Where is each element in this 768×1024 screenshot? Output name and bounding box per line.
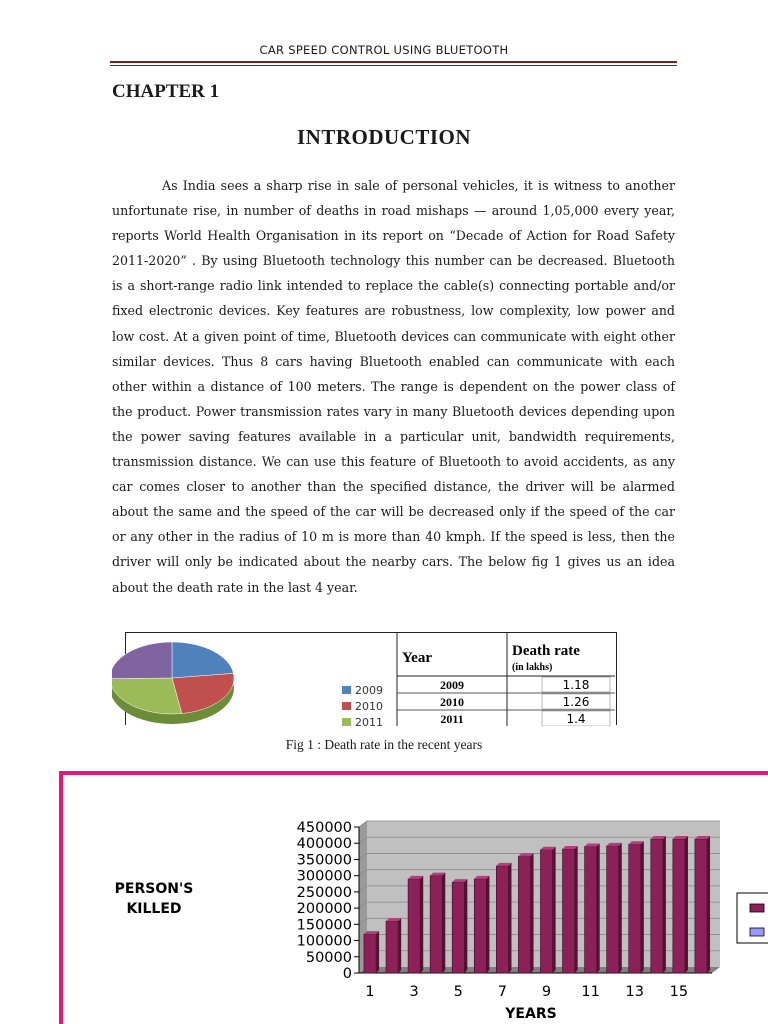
pie-legend-swatch bbox=[342, 686, 351, 694]
bar-side bbox=[597, 843, 600, 973]
header-rule-thick bbox=[110, 61, 677, 63]
pie-legend-label: 2011 bbox=[355, 716, 383, 726]
pie-legend bbox=[342, 684, 383, 726]
bar-side bbox=[641, 841, 644, 973]
pie-slice bbox=[172, 673, 234, 713]
bar bbox=[651, 839, 663, 973]
pie-legend-swatch bbox=[342, 718, 351, 726]
x-tick-label: 9 bbox=[541, 984, 552, 1000]
bar bbox=[607, 846, 619, 973]
chart-legend bbox=[737, 893, 768, 943]
bar bbox=[695, 839, 707, 973]
chapter-title: INTRODUCTION bbox=[296, 125, 472, 149]
table-cell-year: 2011 bbox=[440, 712, 464, 726]
y-tick-label: 50000 bbox=[305, 949, 352, 966]
table-header-rate: Death rate bbox=[512, 643, 580, 659]
y-tick-label: 450000 bbox=[296, 820, 352, 836]
bar bbox=[452, 882, 464, 973]
bar-side bbox=[398, 918, 401, 973]
table-cell-year: 2009 bbox=[440, 678, 464, 692]
bar bbox=[629, 844, 641, 973]
y-tick-label: 0 bbox=[342, 966, 352, 982]
bar-side bbox=[663, 836, 666, 973]
y-tick-label: 100000 bbox=[296, 933, 352, 950]
bar bbox=[585, 846, 597, 973]
table-cell-year: 2010 bbox=[440, 695, 464, 709]
y-tick-label: 400000 bbox=[296, 836, 352, 853]
bar-side bbox=[376, 931, 379, 973]
bar-chart bbox=[59, 771, 768, 1024]
figure-2 bbox=[59, 771, 768, 1024]
pie-chart bbox=[112, 642, 234, 724]
x-tick-label: 11 bbox=[581, 984, 600, 1000]
bar bbox=[518, 856, 530, 973]
figure-1 bbox=[112, 624, 618, 726]
bar bbox=[474, 879, 486, 973]
x-axis-label: YEARS bbox=[505, 1006, 557, 1022]
pie-legend-swatch bbox=[342, 702, 351, 710]
x-tick-label: 13 bbox=[625, 984, 645, 1000]
x-tick-label: 1 bbox=[365, 984, 375, 1000]
legend-swatch bbox=[750, 904, 764, 912]
bar bbox=[430, 876, 442, 973]
bar-side bbox=[442, 873, 445, 973]
y-axis-label-line2: KILLED bbox=[126, 901, 182, 917]
bar-side bbox=[420, 876, 423, 973]
table-cell-rate: 1.18 bbox=[562, 678, 590, 692]
x-tick-label: 7 bbox=[497, 984, 508, 1000]
figure-1-caption: Fig 1 : Death rate in the recent years bbox=[285, 737, 483, 752]
table-cell-rate: 1.26 bbox=[562, 695, 590, 709]
bar bbox=[364, 934, 376, 973]
plot-area bbox=[297, 820, 720, 1000]
chapter-label: CHAPTER 1 bbox=[112, 81, 220, 102]
legend-swatch bbox=[750, 928, 764, 936]
table-rows bbox=[440, 677, 610, 726]
figure-1-drawing bbox=[112, 624, 618, 726]
table-cell-rate: 1.4 bbox=[566, 712, 586, 726]
pie-slice bbox=[172, 642, 233, 678]
bar bbox=[408, 879, 420, 973]
bar bbox=[496, 866, 508, 973]
bar-side bbox=[685, 836, 688, 973]
y-tick-label: 300000 bbox=[296, 868, 352, 885]
pie-legend-label: 2010 bbox=[355, 700, 383, 713]
header-rule-thin bbox=[110, 65, 677, 66]
bar-side bbox=[619, 843, 622, 973]
running-header: CAR SPEED CONTROL USING BLUETOOTH bbox=[259, 43, 509, 57]
table-header-year: Year bbox=[402, 650, 432, 666]
bar bbox=[673, 839, 685, 973]
bar-side bbox=[508, 863, 511, 973]
pie-legend-label: 2009 bbox=[355, 684, 383, 697]
bar bbox=[563, 849, 575, 973]
x-tick-label: 3 bbox=[409, 984, 419, 1000]
bar bbox=[386, 921, 398, 973]
bar bbox=[540, 850, 552, 973]
y-tick-label: 200000 bbox=[296, 901, 352, 918]
y-tick-label: 250000 bbox=[296, 884, 352, 901]
bar-side bbox=[553, 847, 556, 973]
y-tick-label: 150000 bbox=[296, 917, 352, 934]
table-header-unit: (in lakhs) bbox=[512, 662, 553, 673]
bar-side bbox=[707, 836, 710, 973]
x-tick-label: 5 bbox=[453, 984, 463, 1000]
bar-side bbox=[486, 876, 489, 973]
bar-side bbox=[575, 846, 578, 973]
bar-side bbox=[531, 853, 534, 973]
bar-side bbox=[464, 879, 467, 973]
y-axis-label-line1: PERSON'S bbox=[114, 881, 194, 897]
body-paragraph: As India sees a sharp rise in sale of personal vehicles, it is witness to another unfortunate rise, in number of deaths in road mishaps — around 1,05,000 every year, reports World Health Organisation in its report on “Decade of Action for Road Safety 2011-2020” . By using Bluetooth technology this number can be decreased. Bluetooth is a short-range radio link intended to replace the cable(s) connecting portable and/or fixed electronic devices. Key features are robustness, low complexity, low power and low cost. At a given point of time, Bluetooth devices can communicate with eight other similar devices. Thus 8 cars having Bluetooth enabled can communicate with each other within a distance of 100 meters. The range is dependent on the power class of the product. Power transmission rates vary in many Bluetooth devices depending upon the power saving features available in a particular unit, bandwidth requirements, transmission distance. We can use this feature of Bluetooth to avoid accidents, as any car comes closer to another than the specified distance, the driver will be alarmed about the same and the speed of the car will be decreased only if the speed of the car or any other in the radius of 10 m is more than 40 kmph. If the speed is less, then the driver will only be indicated about the nearby cars. The below fig 1 gives us an idea about the death rate in the last 4 year. bbox=[112, 178, 675, 595]
pie-slice bbox=[112, 642, 172, 679]
y-tick-label: 350000 bbox=[296, 852, 352, 869]
x-tick-label: 15 bbox=[669, 984, 689, 1000]
